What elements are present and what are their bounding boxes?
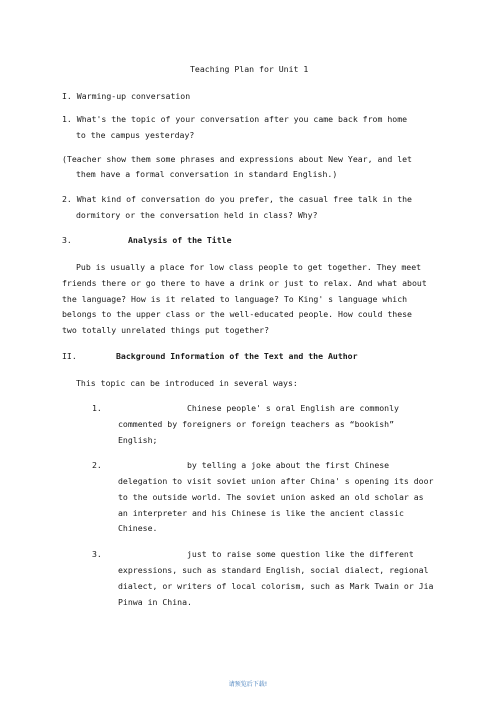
analysis-paragraph-line: friends there or go there to have a drink or just to relax. And what about [62,278,427,288]
question-1-line-2: to the campus yesterday? [76,130,195,140]
list-item-line: Chinese people' s oral English are commonly [187,403,399,413]
section-ii-number: II. [62,351,77,361]
list-item-line: delegation to visit soviet union after China' s opening its door [118,476,434,486]
list-item-line: dialect, or writers of local colorism, such as Mark Twain or Jia [118,581,434,591]
list-item-line: commented by foreigners or foreign teachers as “bookish” [118,419,395,429]
list-item-line: just to raise some question like the different [187,549,414,559]
page-title: Teaching Plan for Unit 1 [190,64,309,74]
analysis-number: 3. [62,235,72,245]
list-item-line: an interpreter and his Chinese is like the ancient classic [118,508,404,518]
list-item-line: by telling a joke about the first Chinese [187,460,390,470]
question-2-line-1: 2. What kind of conversation do you prefer, the casual free talk in the [62,194,412,204]
analysis-heading: Analysis of the Title [128,235,232,245]
list-item-line: English; [118,435,158,445]
list-item-line: Chinese. [118,523,158,533]
list-item-number: 1. [92,403,102,413]
list-item-line: to the outside world. The soviet union asked an old scholar as [118,492,424,502]
section-ii-heading: Background Information of the Text and the Author [116,351,358,361]
analysis-paragraph-line: the language? How is it related to language? To King' s language which [62,294,408,304]
list-item-line: Pinwa in China. [118,597,192,607]
teacher-note-line-2: them have a formal conversation in standard English.) [76,169,338,179]
question-1-line-1: 1. What's the topic of your conversation after you came back from home [62,114,408,124]
list-item-line: expressions, such as standard English, social dialect, regional [118,565,429,575]
list-item-number: 2. [92,460,102,470]
section-ii-intro: This topic can be introduced in several ways: [76,378,298,388]
footer-note: 请预览后下载! [228,681,268,688]
teacher-note-line-1: (Teacher show them some phrases and expressions about New Year, and let [62,154,412,164]
analysis-paragraph-line: two totally unrelated things put together? [62,325,270,335]
question-2-line-2: dormitory or the conversation held in class? Why? [76,210,318,220]
analysis-paragraph-line: Pub is usually a place for low class people to get together. They meet [76,262,422,272]
analysis-paragraph-line: belongs to the upper class or the well-educated people. How could these [62,309,412,319]
list-item-number: 3. [92,549,102,559]
section-i-heading: I. Warming-up conversation [62,91,191,101]
